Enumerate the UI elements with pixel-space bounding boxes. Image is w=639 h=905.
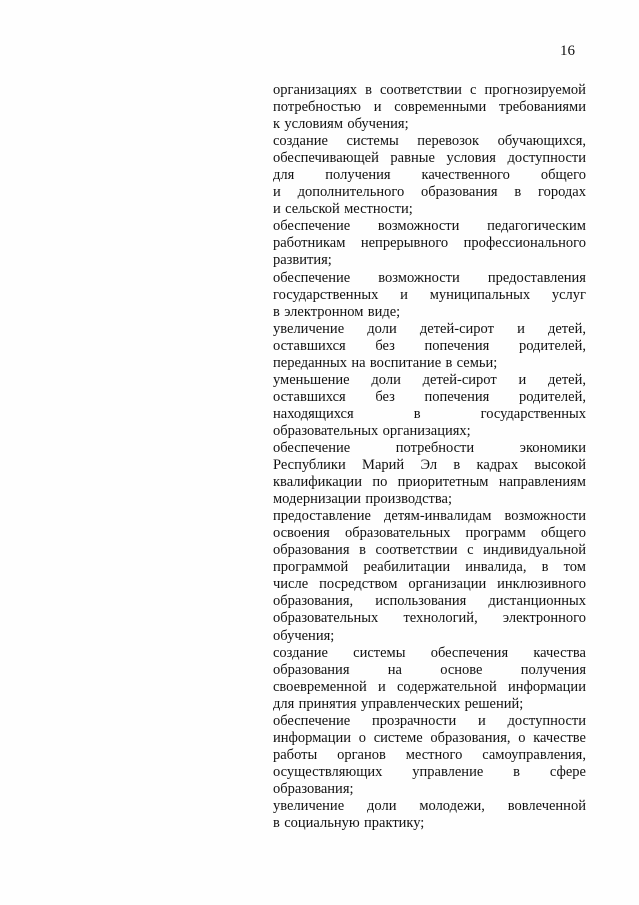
word: без: [375, 337, 395, 354]
word: работы: [273, 746, 318, 763]
word: доли: [371, 371, 401, 388]
word: образовательных: [273, 610, 379, 627]
word: органов: [337, 746, 386, 763]
word: электронном: [284, 303, 364, 320]
word: общего: [540, 167, 586, 184]
word: обеспечивающей: [273, 150, 379, 167]
text-line: [273, 99, 586, 116]
word: программой: [273, 559, 349, 576]
text-line: [273, 747, 586, 764]
text-line: [273, 525, 586, 542]
word: и: [400, 286, 408, 303]
word: попечения: [424, 388, 490, 405]
word: образования: [421, 184, 498, 201]
word: инвалида,: [465, 559, 527, 576]
word: педагогическим: [487, 218, 586, 235]
word: организации: [408, 576, 487, 593]
page-number: 16: [560, 43, 575, 59]
word: местности;: [344, 201, 413, 218]
word: управление: [412, 763, 484, 780]
word: переданных: [273, 354, 348, 371]
word: решений;: [464, 695, 524, 712]
word: дистанционных: [488, 593, 586, 610]
word: системе: [373, 729, 423, 746]
word: семьи;: [456, 354, 498, 371]
word: создание: [273, 644, 328, 661]
word: для: [273, 695, 295, 712]
word: родителей,: [518, 337, 586, 354]
word: оставшихся: [273, 337, 346, 354]
word: Республики: [273, 457, 346, 474]
text-line: [273, 184, 586, 201]
word: организациях: [273, 82, 358, 98]
text-line: [273, 304, 586, 321]
text-line: [273, 474, 586, 491]
word: работникам: [273, 235, 346, 252]
word: государственных: [273, 286, 379, 303]
word: доступности: [507, 712, 586, 729]
word: и: [273, 201, 281, 218]
text-line: [273, 457, 586, 474]
word: Марий: [362, 457, 405, 474]
word: образования;: [273, 780, 354, 797]
word: социальную: [284, 815, 360, 832]
word: детям-инвалидам: [384, 508, 492, 525]
word: информации: [273, 729, 351, 746]
word: технологий,: [403, 610, 478, 627]
word: обучающихся,: [497, 133, 586, 150]
text-line: [273, 781, 586, 798]
text-line: [273, 82, 586, 99]
word: системы: [353, 644, 406, 661]
word: вовлеченной: [507, 797, 586, 814]
word: виде;: [367, 303, 401, 320]
word: обеспечение: [273, 439, 351, 456]
word: в: [513, 763, 520, 780]
word: приоритетным: [397, 474, 489, 491]
word: увеличение: [273, 797, 345, 814]
word: детей-сирот: [419, 320, 494, 337]
word: перевозок: [417, 133, 480, 150]
word: образовательных: [273, 422, 379, 439]
word: кадрах: [476, 457, 519, 474]
word: попечения: [424, 337, 490, 354]
word: и: [377, 678, 386, 695]
word: и: [373, 99, 382, 116]
word: образования: [273, 542, 350, 559]
word: в: [445, 354, 453, 371]
word: по: [372, 474, 388, 491]
word: получения: [325, 167, 391, 184]
word: образования,: [273, 593, 354, 610]
word: на: [387, 661, 402, 678]
word: возможности: [504, 508, 586, 525]
word: увеличение: [273, 320, 345, 337]
text-line: [273, 440, 586, 457]
text-line: [273, 645, 586, 662]
word: городах: [537, 184, 586, 201]
word: в: [273, 815, 280, 832]
word: воспитание: [369, 354, 442, 371]
word: местного: [405, 746, 463, 763]
word: услуг: [551, 286, 586, 303]
word: принятия: [298, 695, 357, 712]
text-line: [273, 798, 586, 815]
text-line: [273, 679, 586, 696]
word: соответствии: [375, 542, 458, 559]
word: информации: [507, 678, 586, 695]
word: в: [359, 542, 366, 559]
word: освоения: [273, 525, 330, 542]
text-line: [273, 696, 586, 713]
word: в: [413, 405, 421, 422]
text-line: [273, 542, 586, 559]
word: условиям: [284, 116, 344, 133]
word: и: [518, 371, 527, 388]
text-line: [273, 372, 586, 389]
word: основе: [440, 661, 483, 678]
word: доли: [367, 320, 397, 337]
word: обучения;: [347, 116, 409, 133]
word: в: [365, 82, 372, 98]
word: обучения;: [273, 627, 335, 644]
text-line: [273, 287, 586, 304]
word: возможности: [377, 218, 460, 235]
word: качестве: [533, 729, 586, 746]
word: потребностью: [273, 99, 361, 116]
word: получения: [520, 661, 586, 678]
word: числе: [273, 576, 309, 593]
word: современными: [394, 99, 487, 116]
word: муниципальных: [429, 286, 531, 303]
word: без: [375, 388, 395, 405]
text-line: [273, 593, 586, 610]
word: обеспечение: [273, 712, 351, 729]
word: условия: [446, 150, 496, 167]
text-line: [273, 815, 586, 832]
word: том: [563, 559, 586, 576]
word: развития;: [273, 252, 332, 269]
text-line: [273, 167, 586, 184]
text-line: [273, 116, 586, 133]
word: образования: [273, 661, 350, 678]
word: сфере: [549, 763, 586, 780]
text-line: [273, 491, 586, 508]
word: для: [273, 167, 295, 184]
text-line: [273, 218, 586, 235]
text-line: [273, 713, 586, 730]
word: и: [517, 320, 525, 337]
word: инклюзивного: [497, 576, 586, 593]
word: самоуправления,: [482, 746, 586, 763]
word: осуществляющих: [273, 763, 383, 780]
word: направлениям: [498, 474, 586, 491]
document-body-text: [273, 82, 586, 832]
word: обеспечения: [430, 644, 509, 661]
text-line: [273, 321, 586, 338]
text-line: [273, 628, 586, 645]
text-line: [273, 389, 586, 406]
word: уменьшение: [273, 371, 350, 388]
word: модернизации: [273, 491, 362, 508]
word: детей,: [547, 320, 586, 337]
word: образовательных: [345, 525, 451, 542]
word: качества: [533, 644, 586, 661]
word: предоставления: [487, 269, 586, 286]
word: и: [477, 712, 486, 729]
word: управленческих: [360, 695, 461, 712]
text-line: [273, 201, 586, 218]
word: оставшихся: [273, 388, 346, 405]
word: качественного: [421, 167, 510, 184]
word: возможности: [378, 269, 460, 286]
text-line: [273, 610, 586, 627]
word: в: [514, 184, 522, 201]
text-line: [273, 150, 586, 167]
word: квалификации: [273, 474, 362, 491]
word: Эл: [420, 457, 438, 474]
word: находящихся: [273, 405, 354, 422]
word: доли: [367, 797, 397, 814]
text-line: [273, 355, 586, 372]
text-line: [273, 406, 586, 423]
word: экономики: [519, 439, 586, 456]
word: прогнозируемой: [484, 82, 586, 98]
word: к: [273, 116, 281, 133]
text-line: [273, 270, 586, 287]
word: потребности: [395, 439, 475, 456]
word: образования,: [430, 729, 511, 746]
word: детей-сирот: [422, 371, 497, 388]
word: системы: [346, 133, 399, 150]
word: и: [273, 184, 281, 201]
text-line: [273, 508, 586, 525]
text-line: [273, 764, 586, 781]
word: сельской: [285, 201, 340, 218]
word: программ: [465, 525, 526, 542]
text-line: [273, 730, 586, 747]
text-line: [273, 235, 586, 252]
word: соответствии: [380, 82, 462, 98]
word: производства;: [365, 491, 452, 508]
word: в: [453, 457, 461, 474]
word: посредством: [319, 576, 398, 593]
text-line: [273, 559, 586, 576]
word: на: [351, 354, 366, 371]
word: прозрачности: [371, 712, 457, 729]
word: высокой: [534, 457, 586, 474]
word: доступности: [507, 150, 586, 167]
word: предоставление: [273, 508, 371, 525]
word: в: [541, 559, 549, 576]
word: детей,: [548, 371, 586, 388]
word: о: [358, 729, 366, 746]
word: молодежи,: [419, 797, 485, 814]
text-line: [273, 338, 586, 355]
word: содержательной: [396, 678, 497, 695]
word: равные: [390, 150, 435, 167]
word: требованиями: [498, 99, 586, 116]
word: непрерывного: [360, 235, 449, 252]
word: своевременной: [273, 678, 367, 695]
word: родителей,: [518, 388, 586, 405]
word: реабилитации: [363, 559, 451, 576]
text-line: [273, 662, 586, 679]
word: с: [467, 542, 474, 559]
word: дополнительного: [297, 184, 405, 201]
word: обеспечение: [273, 218, 351, 235]
word: профессионального: [463, 235, 586, 252]
text-line: [273, 576, 586, 593]
word: электронного: [502, 610, 586, 627]
text-line: [273, 423, 586, 440]
word: организациях;: [382, 422, 471, 439]
word: общего: [540, 525, 586, 542]
word: создание: [273, 133, 328, 150]
word: о: [518, 729, 526, 746]
word: использования: [375, 593, 467, 610]
text-line: [273, 252, 586, 269]
text-line: [273, 133, 586, 150]
word: в: [273, 303, 280, 320]
word: с: [470, 82, 477, 98]
word: индивидуальной: [483, 542, 586, 559]
word: практику;: [364, 815, 425, 832]
word: обеспечение: [273, 269, 351, 286]
word: государственных: [480, 405, 586, 422]
